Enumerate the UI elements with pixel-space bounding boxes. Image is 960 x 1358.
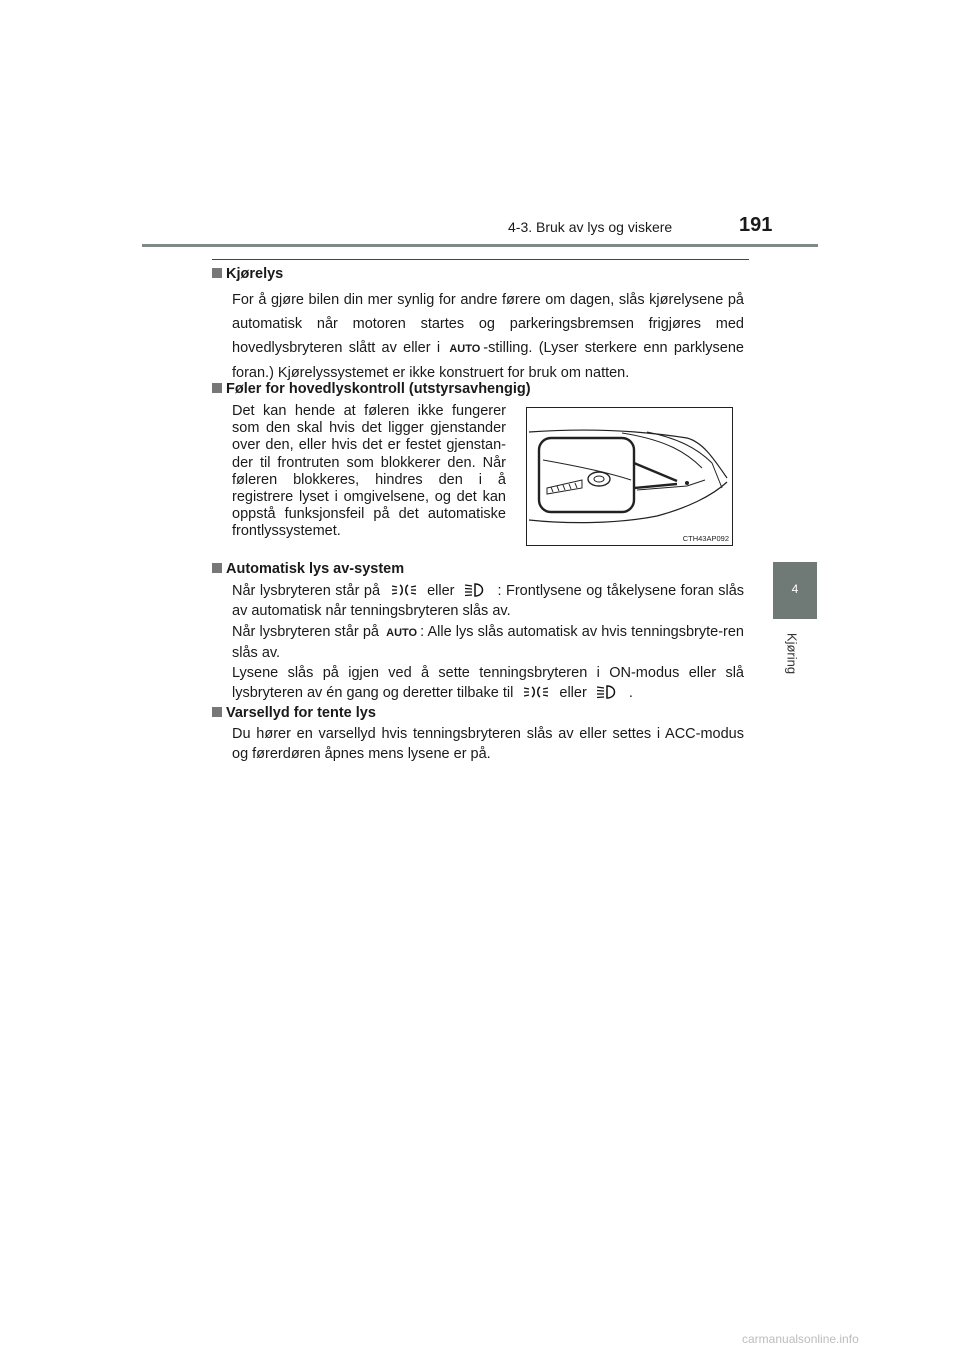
- automatisk-p3: Lysene slås på igjen ved å sette tenningsbryteren i ON-modus eller slå lysbryteren av én gang og deretter tilbake til eller .: [232, 665, 744, 701]
- bullet-square-icon: [212, 563, 222, 573]
- chapter-number: 4: [791, 582, 799, 596]
- headlight-icon: [595, 684, 621, 700]
- bullet-square-icon: [212, 268, 222, 278]
- chapter-label: [780, 628, 804, 688]
- content-rule: [212, 259, 749, 260]
- header-title: 4-3. Bruk av lys og viskere: [508, 219, 673, 235]
- header-rule: [142, 244, 818, 247]
- automatisk-p1: Når lysbryteren står på eller : Frontlysene og tåkelysene foran slås av automatisk når tenningsbryteren slås av.: [232, 583, 745, 619]
- kjorelys-text: For å gjøre bilen din mer synlig for andre førere om dagen, slås kjørelysene på automatisk når motoren startes og parkeringsbremsen frigjøres med hovedlysbryteren slått av eller i AUTO -stilling. (Lyser sterkere enn parklysene foran.) Kjørelyssystemet er ikke konstruert for bruk om natten.: [232, 292, 744, 381]
- parking-light-icon: [389, 582, 419, 598]
- illustration-code: CTH43AP092: [682, 534, 729, 543]
- heading-varsellyd: Varsellyd for tente lys: [212, 705, 376, 721]
- bullet-square-icon: [212, 383, 222, 393]
- watermark-link[interactable]: carmanualsonline.info: [742, 1332, 859, 1346]
- sensor-illustration: [526, 407, 733, 546]
- page-number: 191: [739, 214, 773, 236]
- chapter-label-text: Kjøring: [784, 632, 800, 675]
- dashboard-sensor-icon: [527, 408, 732, 545]
- auto-position-icon: AUTO: [386, 627, 418, 639]
- heading-kjorelys: Kjørelys: [212, 266, 283, 282]
- chapter-tab: [773, 562, 817, 619]
- auto-position-icon: AUTO: [449, 343, 481, 355]
- heading-automatisk: Automatisk lys av-system: [212, 561, 404, 577]
- bullet-square-icon: [212, 707, 222, 717]
- parking-light-icon: [521, 684, 551, 700]
- headlight-icon: [463, 582, 489, 598]
- heading-foler: Føler for hovedlyskontroll (utstyrsavhengig): [212, 381, 531, 397]
- varsellyd-text: Du hører en varsellyd hvis tenningsbryteren slås av eller settes i ACC-modus og førerdøren åpnes mens lysene er på.: [232, 726, 744, 762]
- automatisk-p2: Når lysbryteren står på AUTO : Alle lys slås automatisk av hvis tenningsbryte-ren slås av.: [232, 624, 744, 661]
- foler-text: Det kan hende at føleren ikke fungerer som den skal hvis det ligger gjenstander over den, eller hvis det er festet gjenstan-der til frontruten som blokkerer den. Når føleren blokkeres, hindres den i å registrere lyset i omgivelsene, og det kan oppstå funksjonsfeil på det automatiske frontlyssystemet.: [232, 403, 506, 540]
